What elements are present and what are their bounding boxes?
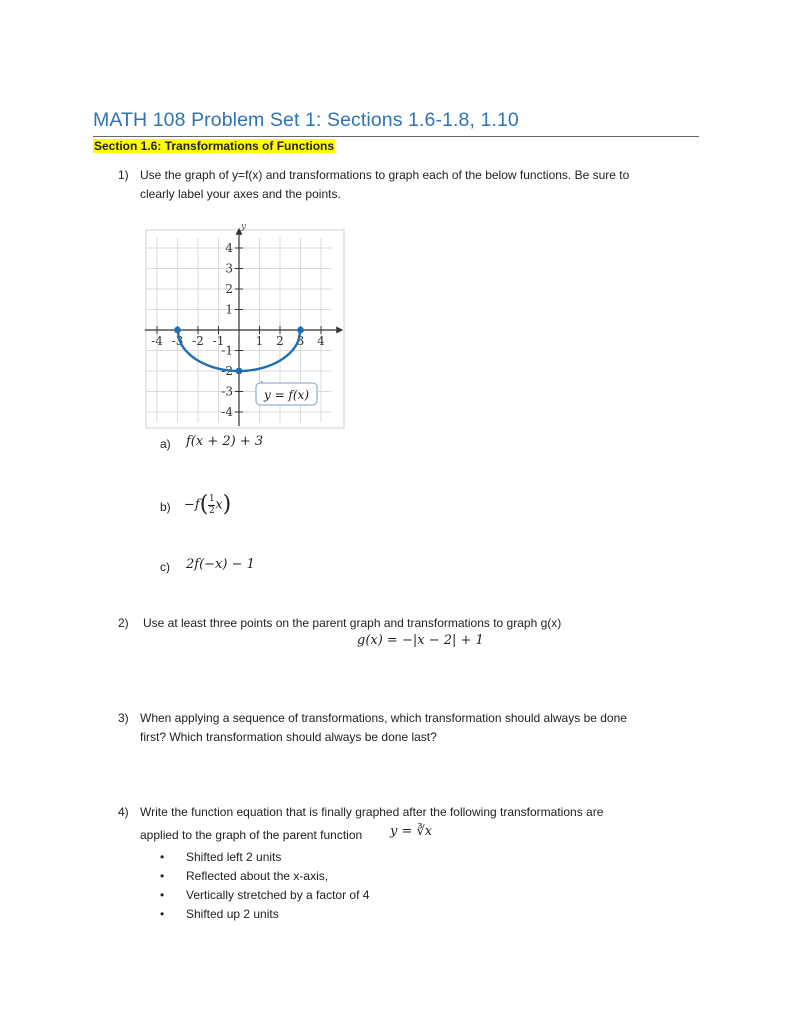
x-tick-label: -1 bbox=[212, 334, 225, 348]
title-underline bbox=[93, 136, 699, 137]
page-title: MATH 108 Problem Set 1: Sections 1.6-1.8, 1.10 bbox=[93, 109, 519, 131]
y-tick-label: 1 bbox=[225, 302, 233, 317]
q1-text-line2: clearly label your axes and the points. bbox=[140, 187, 341, 201]
part-b-denominator: 2 bbox=[208, 505, 215, 516]
x-tick-label: -2 bbox=[192, 334, 204, 348]
y-tick-label: 3 bbox=[225, 261, 233, 276]
x-tick-label: 4 bbox=[317, 334, 325, 348]
data-point bbox=[297, 327, 304, 334]
section-heading: Section 1.6: Transformations of Functions bbox=[94, 139, 335, 153]
part-a-label: a) bbox=[160, 437, 171, 451]
q2-text: Use at least three points on the parent graph and transformations to graph g(x) bbox=[143, 616, 562, 630]
y-tick-label: -3 bbox=[221, 384, 233, 399]
q2-equation: g(x) = −|x − 2| + 1 bbox=[357, 633, 484, 648]
y-tick-label: 2 bbox=[225, 282, 233, 296]
list-item: • Shifted left 2 units bbox=[160, 850, 282, 864]
q4-text-line2: applied to the graph of the parent function bbox=[140, 828, 363, 842]
y-tick-label: -1 bbox=[221, 343, 233, 358]
list-item: • Shifted up 2 units bbox=[160, 907, 279, 921]
q1-number: 1) bbox=[118, 168, 129, 182]
q4-parent-function: y = ∛x bbox=[390, 824, 433, 839]
bullet-list bbox=[160, 848, 369, 924]
part-b-expression: −f( $\frac{1}{2}$ x) bbox=[184, 492, 232, 517]
x-tick-label: -3 bbox=[171, 334, 184, 348]
y-axis-label: y bbox=[241, 222, 247, 232]
part-b-numerator: 1 bbox=[208, 493, 215, 504]
q3-text-line1: When applying a sequence of transformations, which transformation should always be done bbox=[140, 711, 627, 725]
y-tick-label: -2 bbox=[221, 364, 233, 378]
part-c-expression: 2f(−x) − 1 bbox=[186, 557, 255, 572]
part-a-expression: f(x + 2) + 3 bbox=[186, 434, 264, 449]
data-point bbox=[236, 368, 243, 375]
list-item: • Vertically stretched by a factor of 4 bbox=[160, 888, 370, 902]
x-tick-label: -4 bbox=[151, 334, 163, 348]
part-c-label: c) bbox=[160, 560, 170, 574]
y-tick-label: -4 bbox=[221, 405, 233, 419]
part-b-var: x bbox=[215, 497, 223, 513]
q3-text-line2: first? Which transformation should always be done last? bbox=[140, 730, 437, 744]
function-graph bbox=[143, 218, 355, 433]
q1-text-line1: Use the graph of y=f(x) and transformations to graph each of the below functions. Be sure to bbox=[140, 168, 630, 182]
x-tick-label: 2 bbox=[276, 334, 284, 348]
q2-number: 2) bbox=[118, 616, 129, 630]
x-tick-label: 3 bbox=[296, 334, 305, 348]
callout-label: y = f(x) bbox=[263, 388, 310, 402]
q3-number: 3) bbox=[118, 711, 129, 725]
q4-number: 4) bbox=[118, 805, 129, 819]
part-b-prefix: −f bbox=[184, 497, 200, 513]
q4-text-line1: Write the function equation that is finally graphed after the following transformations are bbox=[140, 805, 604, 819]
x-tick-label: 1 bbox=[255, 334, 264, 348]
list-item: • Reflected about the x-axis, bbox=[160, 869, 329, 883]
part-b-label: b) bbox=[160, 500, 171, 514]
y-tick-label: 4 bbox=[225, 241, 233, 255]
data-point bbox=[174, 327, 181, 334]
